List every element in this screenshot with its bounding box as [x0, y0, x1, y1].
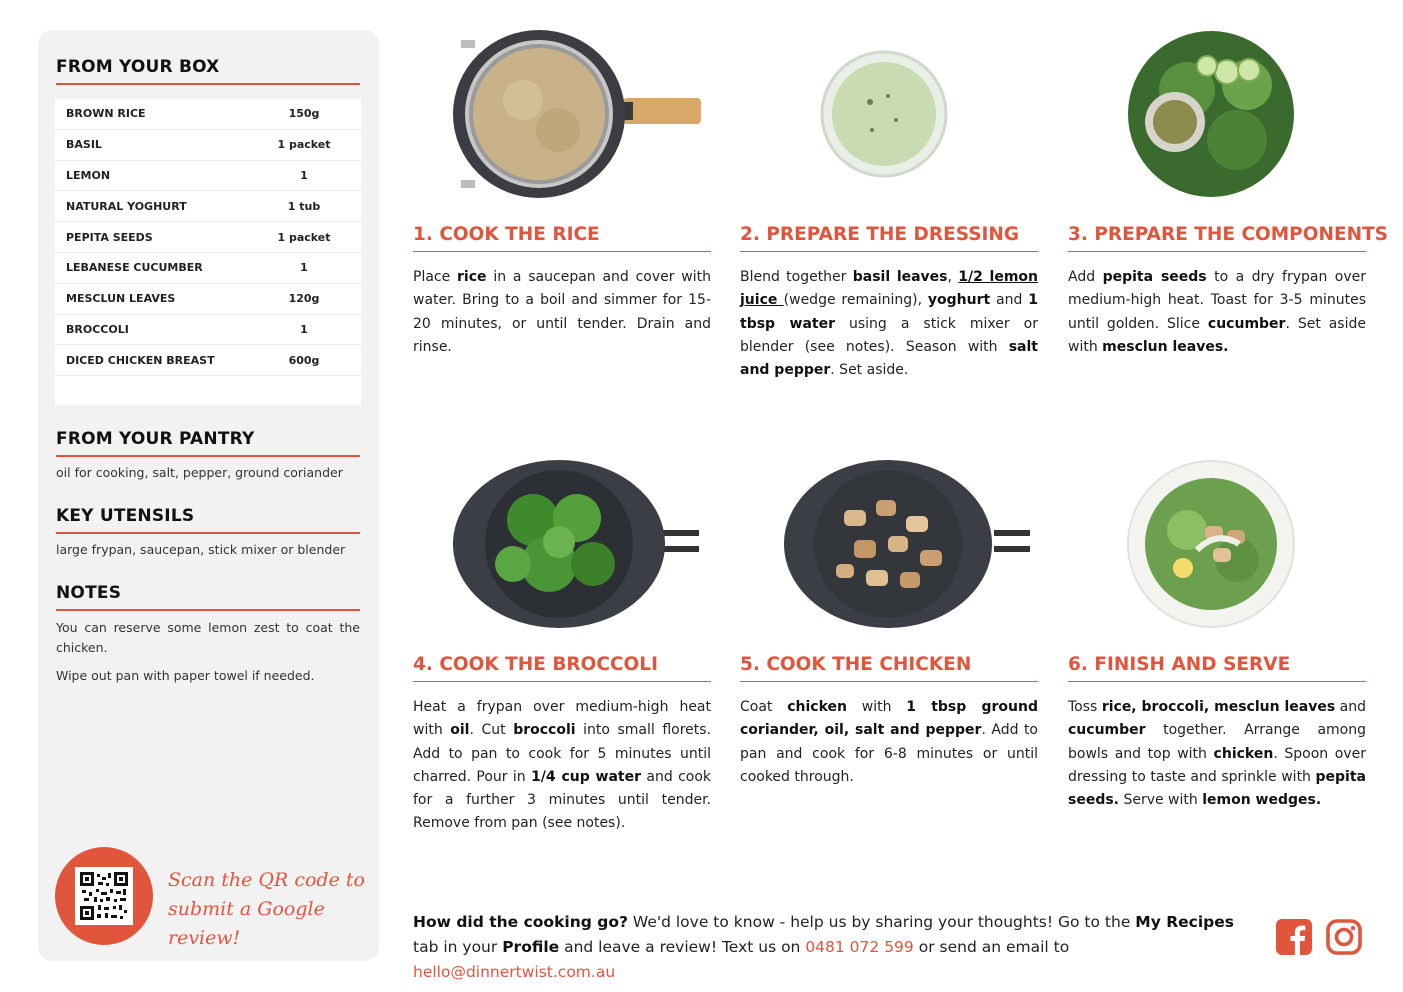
- ingredient-row: [55, 315, 361, 346]
- step-5-body: [740, 696, 1038, 789]
- step-6-body: [1068, 696, 1366, 812]
- step-2-title: 2. PREPARE THE DRESSING: [740, 224, 1038, 252]
- instagram-icon[interactable]: [1326, 919, 1362, 955]
- broccoli-pan-image: [453, 460, 703, 628]
- ingredient-row: [55, 345, 361, 376]
- step-text: . Cut: [469, 722, 514, 739]
- step-3-title: 3. PREPARE THE COMPONENTS: [1068, 224, 1366, 252]
- ingredient-name: MESCLUN LEAVES: [66, 292, 176, 306]
- qr-caption: [168, 866, 368, 953]
- dressing-bowl-image: [800, 30, 968, 198]
- step-1-title: 1. COOK THE RICE: [413, 224, 711, 252]
- ingredient-name: LEBANESE CUCUMBER: [66, 261, 203, 275]
- final-salad-bowl-image: [1127, 460, 1295, 628]
- step-text-emphasis: yoghurt: [927, 292, 991, 309]
- step-text-emphasis: basil leaves: [852, 269, 948, 285]
- step-text-emphasis: broccoli: [513, 722, 576, 739]
- step-text-emphasis: 1 tbsp water: [740, 292, 1038, 332]
- footer-question: How did the cooking go?: [413, 913, 628, 931]
- ingredient-qty: 1 packet: [277, 230, 331, 244]
- step-text: Add: [1068, 269, 1103, 285]
- step-text-emphasis: cucumber: [1207, 315, 1286, 332]
- qr-caption-line2: submit a Google review!: [168, 898, 325, 949]
- step-text: Serve with: [1119, 792, 1203, 809]
- ingredient-name: LEMON: [66, 168, 111, 182]
- step-5-title: 5. COOK THE CHICKEN: [740, 654, 1038, 682]
- qr-badge[interactable]: [55, 847, 153, 945]
- step-text-emphasis: oil: [450, 722, 470, 739]
- step-text: and: [1335, 699, 1366, 715]
- step-4-title: 4. COOK THE BROCCOLI: [413, 654, 711, 682]
- step-text-emphasis: 1/4 cup water: [531, 768, 641, 785]
- step-text-emphasis: chicken: [1213, 745, 1274, 762]
- step-1-body: [413, 266, 711, 359]
- step-text-emphasis: mesclun leaves.: [1102, 338, 1229, 355]
- step-text: Blend together: [740, 269, 853, 285]
- ingredient-qty: 1: [300, 261, 308, 275]
- step-text: and cook for a further 3 minutes until tender. Remove from pan (see notes).: [413, 768, 712, 832]
- step-text: together. Arrange among bowls and top with: [1068, 722, 1366, 762]
- ingredient-name: BROCCOLI: [66, 322, 129, 336]
- step-text: Place: [413, 269, 458, 285]
- footer-text-2: tab in your: [413, 938, 503, 956]
- chicken-pan-image: [784, 460, 1034, 628]
- ingredient-qty: 1 tub: [287, 199, 321, 213]
- ingredient-qty: 1: [300, 322, 308, 336]
- step-text-emphasis: chicken: [787, 699, 847, 715]
- ingredient-qty: 120g: [288, 292, 320, 306]
- step-text: Coat: [740, 699, 788, 715]
- step-text-emphasis: pepita seeds.: [1068, 768, 1366, 809]
- note-1: You can reserve some lemon zest to coat the chicken.: [56, 620, 360, 655]
- footer-text-3: and leave a review! Text us on: [559, 938, 806, 956]
- ingredient-name: PEPITA SEEDS: [66, 230, 153, 244]
- step-text: . Add to pan and cook for 6-8 minutes or until cooked through.: [740, 722, 1038, 785]
- rice-strainer-image: [453, 30, 703, 198]
- pantry-title: FROM YOUR PANTRY: [56, 429, 360, 457]
- step-text: to a dry frypan over medium-high heat. Toast for 3-5 minutes until golden. Slice: [1068, 269, 1367, 332]
- note-2: Wipe out pan with paper towel if needed.: [56, 668, 315, 683]
- step-text: into small florets. Add to pan to cook for 5 minutes until charred. Pour in: [413, 722, 711, 785]
- ingredient-row: [55, 253, 361, 284]
- utensils-text: large frypan, saucepan, stick mixer or blender: [56, 542, 346, 557]
- step-text: in a saucepan and cover with water. Bring to a boil and simmer for 15-20 minutes, or until tender. Drain and rinse.: [413, 269, 712, 355]
- utensils-title: KEY UTENSILS: [56, 506, 360, 534]
- step-text-emphasis: rice: [457, 269, 487, 285]
- profile-link[interactable]: Profile: [502, 938, 560, 956]
- facebook-icon[interactable]: [1276, 919, 1312, 955]
- step-2-body: [740, 266, 1038, 382]
- ingredient-row: [55, 191, 361, 222]
- step-text-emphasis: cucumber: [1068, 722, 1146, 739]
- step-text: with: [846, 699, 907, 715]
- step-6-title: 6. FINISH AND SERVE: [1068, 654, 1366, 682]
- ingredient-row: [55, 161, 361, 192]
- step-text-emphasis: lemon wedges.: [1202, 792, 1322, 809]
- step-text: using a stick mixer or blender (see notes). Season with: [740, 315, 1038, 355]
- phone-link[interactable]: 0481 072 599: [805, 938, 914, 956]
- step-text: ,: [947, 269, 959, 285]
- ingredients-table: [55, 99, 361, 405]
- email-link[interactable]: hello@dinnertwist.com.au: [413, 963, 616, 981]
- salad-components-image: [1127, 30, 1295, 198]
- ingredient-row: [55, 99, 361, 130]
- step-text: . Set aside.: [830, 362, 909, 379]
- ingredient-row: [55, 284, 361, 315]
- step-text-emphasis: pepita seeds: [1102, 269, 1207, 285]
- step-text: . Set aside with: [1068, 315, 1366, 355]
- footer-text-1: We'd love to know - help us by sharing your thoughts! Go to the: [627, 913, 1136, 931]
- sidebar: [38, 30, 379, 961]
- feedback-footer: [413, 910, 1263, 985]
- ingredient-name: BROWN RICE: [66, 107, 146, 121]
- step-text: (wedge remaining),: [783, 292, 928, 309]
- ingredient-qty: 1: [300, 168, 308, 182]
- ingredient-name: BASIL: [66, 138, 102, 152]
- qr-caption-line1: Scan the QR code to: [168, 869, 365, 891]
- ingredient-qty: 1 packet: [277, 138, 331, 152]
- ingredient-row: [55, 222, 361, 253]
- step-text: . Spoon over dressing to taste and sprinkle with: [1068, 745, 1366, 785]
- notes-title: NOTES: [56, 583, 360, 611]
- ingredient-name: NATURAL YOGHURT: [66, 199, 187, 213]
- ingredient-qty: 600g: [288, 353, 320, 367]
- footer-text-4: or send an email to: [913, 938, 1070, 956]
- step-text-emphasis: salt and pepper: [740, 338, 1038, 379]
- step-text-emphasis: rice, broccoli, mesclun leaves: [1101, 699, 1336, 715]
- ingredient-name: DICED CHICKEN BREAST: [66, 353, 215, 367]
- step-text-emphasis: 1 tbsp ground coriander, oil, salt and pepper: [740, 699, 1039, 739]
- my-recipes-link[interactable]: My Recipes: [1135, 913, 1234, 931]
- pantry-text: oil for cooking, salt, pepper, ground coriander: [56, 465, 343, 480]
- step-text-emphasis: 1/2 lemon juice: [740, 269, 1039, 309]
- step-text: Heat a frypan over medium-high heat with: [413, 699, 711, 739]
- ingredient-row: [55, 130, 361, 161]
- step-4-body: [413, 696, 711, 836]
- box-title: FROM YOUR BOX: [56, 57, 360, 85]
- qr-code-icon[interactable]: [75, 867, 133, 925]
- step-text: Toss: [1068, 699, 1102, 715]
- step-text: and: [990, 292, 1029, 309]
- step-3-body: [1068, 266, 1366, 359]
- ingredient-qty: 150g: [288, 107, 320, 121]
